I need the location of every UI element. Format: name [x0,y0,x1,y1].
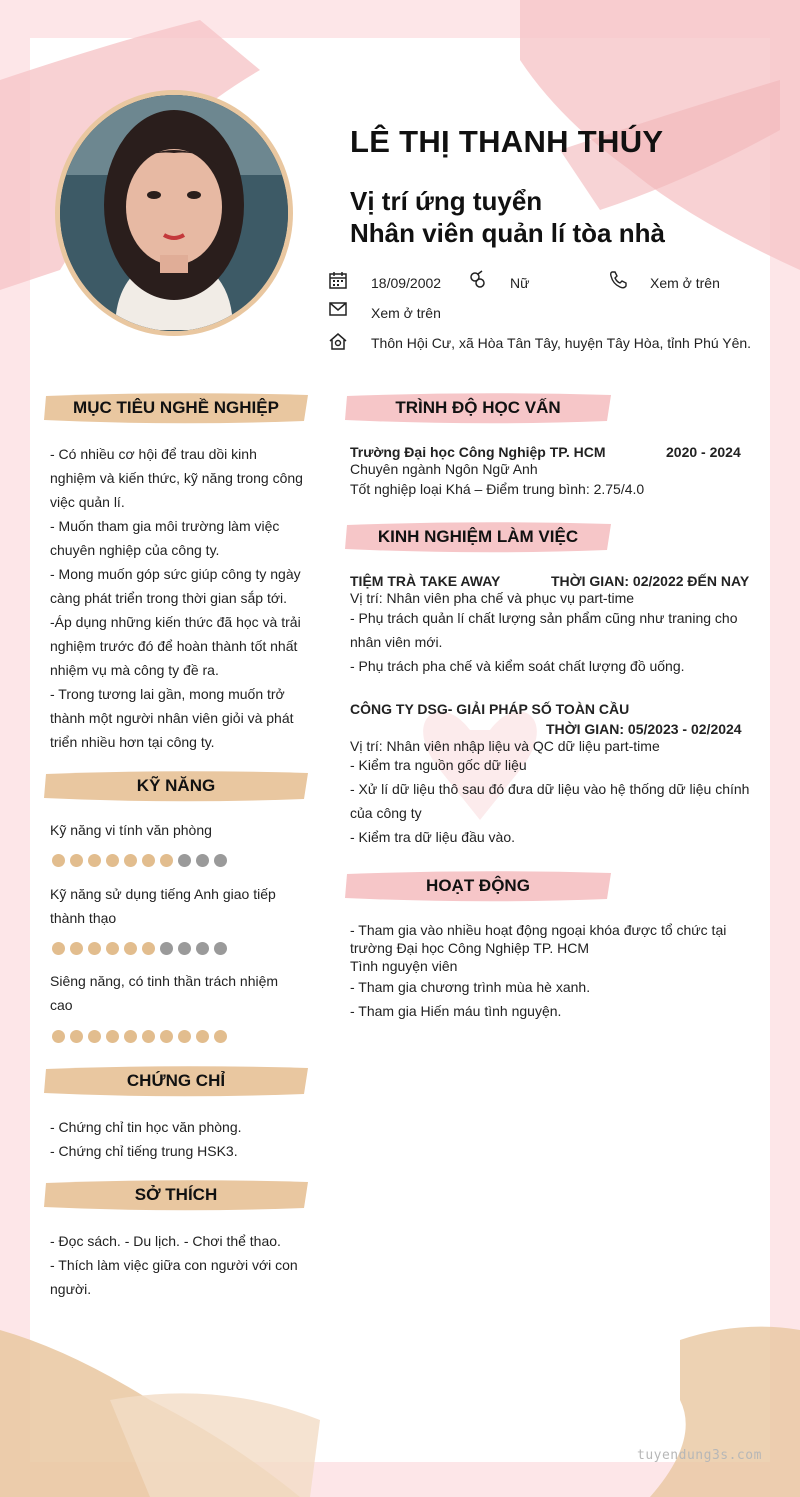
rating-dot [142,854,155,867]
rating-dot [88,942,101,955]
rating-dot [124,1030,137,1043]
skills-heading [42,769,310,803]
skill-1-label: Kỹ năng vi tính văn phòng [50,822,212,838]
email-value: Xem ở trên [371,305,441,321]
job-2-details: - Kiểm tra nguồn gốc dữ liệu - Xử lí dữ liệu thô sau đó đưa dữ liệu vào hệ thống dữ liệu chính của công ty - Kiểm tra dữ liệu đầu vào. [350,757,750,845]
experience-heading [343,520,613,554]
school-result: Tốt nghiệp loại Khá – Điểm trung bình: 2.75/4.0 [350,481,645,497]
activities-text-1: - Tham gia vào nhiều hoạt động ngoại khóa được tổ chức tại trường Đại học Công Nghiệp TP. HCM Tình nguyện viên [350,922,727,974]
gender-icon [468,270,488,290]
rating-dot [106,1030,119,1043]
job-2-time: THỜI GIAN: 05/2023 - 02/2024 [546,721,742,737]
rating-dot [70,854,83,867]
rating-dot [178,942,191,955]
activities-text-2: - Tham gia chương trình mùa hè xanh. - Tham gia Hiến máu tình nguyện. [350,979,591,1019]
avatar-photo [55,90,293,336]
calendar-icon [328,270,348,290]
school-name: Trường Đại học Công Nghiệp TP. HCM [350,444,606,460]
job-2-company: CÔNG TY DSG- GIẢI PHÁP SỐ TOÀN CẦU [350,701,630,717]
rating-dot [88,854,101,867]
phone-icon [608,270,628,290]
certificates-heading [42,1064,310,1098]
hobbies-heading [42,1178,310,1212]
gender-value: Nữ [510,275,530,291]
skill-2-label: Kỹ năng sử dụng tiếng Anh giao tiếp thành thạo [50,886,276,926]
job-1-time: THỜI GIAN: 02/2022 ĐẾN NAY [551,573,750,589]
rating-dot [70,1030,83,1043]
certificates-title: CHỨNG CHỈ [126,1071,226,1090]
skill-rating [52,854,227,867]
dob-value: 18/09/2002 [371,275,442,291]
school-major: Chuyên ngành Ngôn Ngữ Anh [350,461,538,477]
objective-heading [42,391,310,425]
portrait-image [60,95,288,331]
job-2-role: Vị trí: Nhân viên nhập liệu và QC dữ liệu part-time [350,738,660,754]
certificates-text: - Chứng chỉ tin học văn phòng. - Chứng chỉ tiếng trung HSK3. [50,1119,242,1159]
rating-dot [88,1030,101,1043]
skill-3-label: Siêng năng, có tinh thần trách nhiệm cao [50,973,279,1013]
rating-dot [196,1030,209,1043]
rating-dot [178,1030,191,1043]
home-icon [328,331,348,351]
rating-dot [160,854,173,867]
activities-title: HOẠT ĐỘNG [426,876,530,895]
rating-dot [160,942,173,955]
rating-dot [214,854,227,867]
candidate-name: LÊ THỊ THANH THÚY [350,124,664,159]
hobbies-title: SỞ THÍCH [134,1185,218,1204]
address-value: Thôn Hội Cư, xã Hòa Tân Tây, huyện Tây Hòa, tỉnh Phú Yên. [371,335,752,351]
rating-dot [196,942,209,955]
objective-title: MỤC TIÊU NGHỀ NGHIỆP [73,398,279,417]
school-years: 2020 - 2024 [666,444,741,460]
rating-dot [52,1030,65,1043]
rating-dot [124,854,137,867]
education-heading [343,391,613,425]
phone-value: Xem ở trên [650,275,720,291]
experience-title: KINH NGHIỆM LÀM VIỆC [377,527,579,546]
job-1-company: TIỆM TRÀ TAKE AWAY [350,573,501,589]
rating-dot [214,942,227,955]
skill-rating [52,1030,227,1043]
rating-dot [214,1030,227,1043]
rating-dot [142,1030,155,1043]
mail-icon [328,299,348,319]
rating-dot [52,854,65,867]
rating-dot [160,1030,173,1043]
skill-rating [52,942,227,955]
activities-heading [343,869,613,903]
education-title: TRÌNH ĐỘ HỌC VẤN [395,398,561,417]
hobbies-text: - Đọc sách. - Du lịch. - Chơi thể thao. - Thích làm việc giữa con người với con người. [50,1233,298,1297]
watermark: tuyendung3s.com [637,1448,762,1463]
rating-dot [196,854,209,867]
skills-title: KỸ NĂNG [136,776,216,795]
rating-dot [70,942,83,955]
rating-dot [178,854,191,867]
job-1-role: Vị trí: Nhân viên pha chế và phục vụ part-time [350,590,635,606]
position-value: Nhân viên quản lí tòa nhà [350,218,665,248]
job-1-details: - Phụ trách quản lí chất lượng sản phẩm cũng như traning cho nhân viên mới. - Phụ trách pha chế và kiểm soát chất lượng đồ uống. [350,610,738,674]
position-label: Vị trí ứng tuyển [350,186,543,216]
rating-dot [124,942,137,955]
objective-text: - Có nhiều cơ hội để trau dồi kinh nghiệm và kiến thức, kỹ năng trong công việc quản lí. - Muốn tham gia môi trường làm việc chuyên nghiệp của công ty. - Mong muốn góp sức giúp công ty ngày càng phát triển trong thời gian sắp tới. -Áp dụng những kiến thức đã học và trải nghiệm trước đó để hoàn thành tốt nhất nhiệm vụ mà công ty đề ra. - Trong tương lai gần, mong muốn trở thành một người nhân viên giỏi và phát triển nhiều hơn tại công ty. [50,446,303,750]
rating-dot [106,854,119,867]
rating-dot [52,942,65,955]
rating-dot [106,942,119,955]
rating-dot [142,942,155,955]
